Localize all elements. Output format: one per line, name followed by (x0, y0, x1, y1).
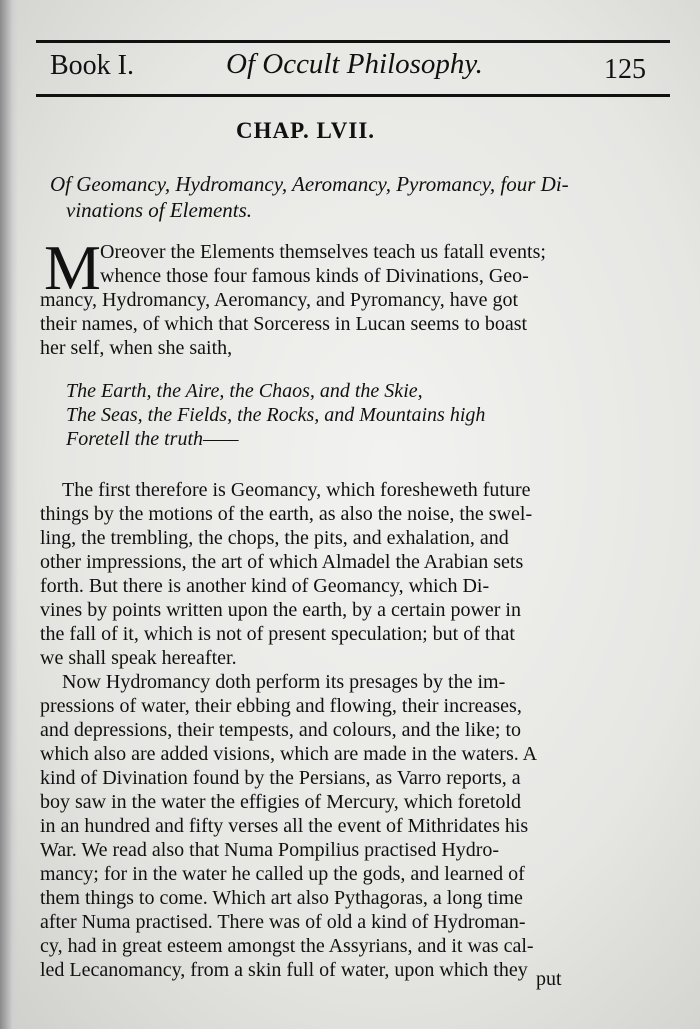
chapter-subtitle-line: vinations of Elements. (66, 198, 253, 222)
page-number: 125 (604, 54, 646, 85)
running-head-title: Of Occult Philosophy. (226, 48, 483, 80)
text-line: kind of Divination found by the Persians, as Varro reports, a (40, 767, 521, 789)
text-line: in an hundred and fifty verses all the event of Mithridates his (40, 815, 529, 837)
header-rule-bottom (36, 94, 670, 97)
text-line: forth. But there is another kind of Geomancy, which Di- (40, 575, 490, 597)
text-line: her self, when she saith, (40, 337, 233, 359)
text-line: The first therefore is Geomancy, which foresheweth future (62, 479, 531, 501)
text-line: other impressions, the art of which Almadel the Arabian sets (40, 551, 524, 573)
drop-cap: M (44, 232, 101, 303)
text-line: after Numa practised. There was of old a kind of Hydroman- (40, 911, 526, 933)
text-line: led Lecanomancy, from a skin full of water, upon which they (40, 959, 528, 981)
running-head-book: Book I. (50, 50, 134, 81)
verse-line: The Earth, the Aire, the Chaos, and the Skie, (66, 380, 423, 402)
text-line: cy, had in great esteem amongst the Assyrians, and it was cal- (40, 935, 534, 957)
text-line: we shall speak hereafter. (40, 647, 237, 669)
text-line: pressions of water, their ebbing and flowing, their increases, (40, 695, 522, 717)
text-line: vines by points written upon the earth, by a certain power in (40, 599, 521, 621)
text-line: War. We read also that Numa Pompilius practised Hydro- (40, 839, 500, 861)
catchword: put (536, 968, 562, 990)
header-rule-top (36, 40, 670, 43)
text-line: mancy; for in the water he called up the gods, and learned of (40, 863, 525, 885)
verse-line: Foretell the truth—— (66, 428, 239, 450)
text-line: whence those four famous kinds of Divinations, Geo- (100, 265, 529, 287)
text-line: things by the motions of the earth, as also the noise, the swel- (40, 503, 533, 525)
text-line: their names, of which that Sorceress in Lucan seems to boast (40, 313, 528, 335)
text-line: boy saw in the water the effigies of Mercury, which foretold (40, 791, 521, 813)
text-line: Now Hydromancy doth perform its presages by the im- (62, 671, 506, 693)
text-line: them things to come. Which art also Pythagoras, a long time (40, 887, 523, 909)
text-line: and depressions, their tempests, and colours, and the like; to (40, 719, 522, 741)
text-line: Oreover the Elements themselves teach us fatall events; (100, 241, 546, 263)
text-line: which also are added visions, which are made in the waters. A (40, 743, 538, 765)
page-binding-shadow (0, 0, 18, 1029)
chapter-heading: CHAP. LVII. (236, 118, 376, 143)
text-line: mancy, Hydromancy, Aeromancy, and Pyromancy, have got (40, 289, 518, 311)
chapter-subtitle-line: Of Geomancy, Hydromancy, Aeromancy, Pyromancy, four Di- (50, 172, 569, 196)
text-line: the fall of it, which is not of present speculation; but of that (40, 623, 515, 645)
verse-line: The Seas, the Fields, the Rocks, and Mountains high (66, 404, 486, 426)
text-line: ling, the trembling, the chops, the pits, and exhalation, and (40, 527, 509, 549)
